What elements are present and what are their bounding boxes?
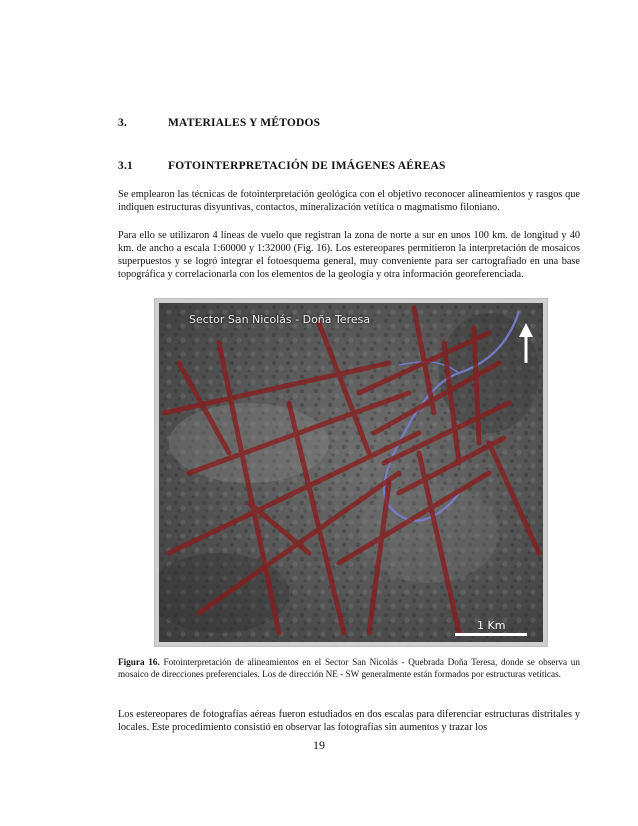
caption-label: Figura 16. [118,657,160,667]
aerial-photo [159,303,543,642]
section-heading [118,117,320,129]
caption-text: Fotointerpretación de alineamientos en el Sector San Nicolás - Quebrada Doña Teresa, donde se observa un mosaico de direcciones preferenciales. Los de dirección NE - SW generalmente están formados por estructuras vetíticas. [118,657,580,680]
section-title: MATERIALES Y MÉTODOS [168,117,321,129]
paragraph-2: Para ello se utilizaron 4 líneas de vuelo que registran la zona de norte a sur en unos 100 km. de longitud y 40 km. de ancho a escala 1:60000 y 1:32000 (Fig. 16). Los estereopares permitieron la interpretación de mosaicos superpuestos y se logró integrar el fotoesquema general, muy conveniente para ser cartografiado en una base topográfica y correlacionarla con los elementos de la geología y otra información georeferenciada. [118,230,580,281]
figure-image [154,298,548,647]
scale-bar [455,633,527,636]
page-number: 19 [313,738,325,752]
subsection-number: 3.1 [118,160,133,172]
section-number: 3. [118,117,128,129]
paragraph-3: Los estereopares de fotografías aéreas fueron estudiados en dos escalas para diferenciar estructuras distritales y locales. Este procedimiento consistió en observar las fotografías sin aumentos y trazar los [118,709,580,734]
scale-label: 1 Km [477,619,506,632]
subsection-heading [118,160,446,172]
figure-image-title: Sector San Nicolás - Doña Teresa [189,313,371,326]
figure-caption [118,656,580,681]
subsection-title: FOTOINTERPRETACIÓN DE IMÁGENES AÉREAS [168,160,446,172]
paragraph-1: Se emplearon las técnicas de fotointerpretación geológica con el objetivo reconocer alineamientos y rasgos que indiquen estructuras disyuntivas, contactos, mineralización vetítica o magmatismo filoniano. [118,189,580,214]
